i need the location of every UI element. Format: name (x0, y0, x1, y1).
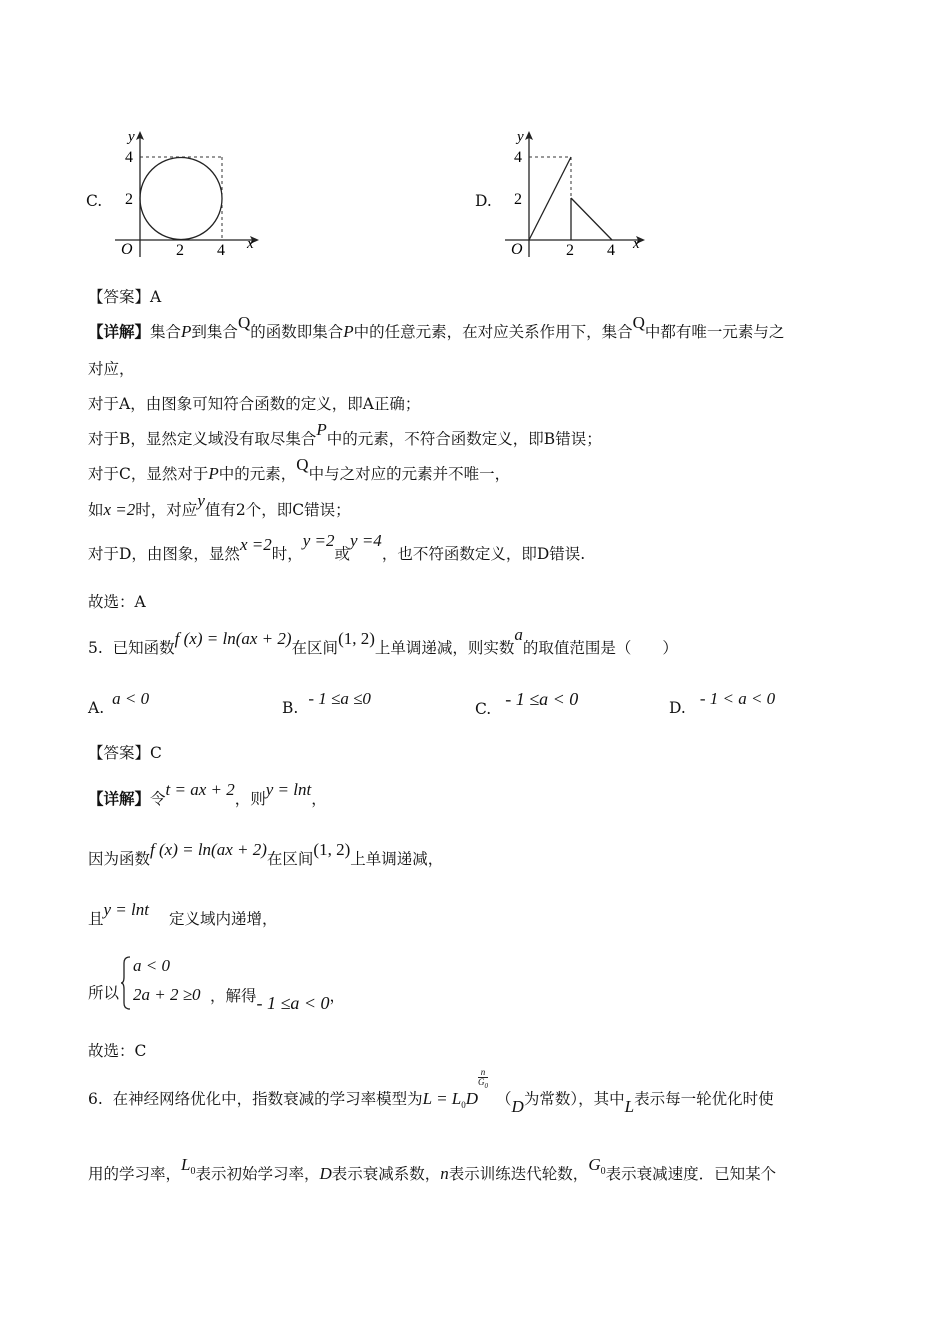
q5-option-b[interactable]: B. - 1 ≤a ≤0 (282, 689, 371, 717)
x-tick-4: 4 (217, 242, 225, 259)
detail-tag: 【详解】 (88, 789, 151, 808)
y-axis-label: y (517, 129, 524, 145)
q6-stem-line-1: 6. 在神经网络优化中，指数衰减的学习率模型为$L = L_0D$ n $G_0(D$为常数），其中L表示每一轮优化时使 (88, 1067, 774, 1116)
brace (120, 955, 132, 1011)
q5-option-d[interactable]: D. - 1 < a < 0 (669, 689, 776, 717)
q4-detail-line-5: 对于C，显然对于P中的元素，Q中与之对应的元素并不唯一， (88, 455, 511, 483)
y-tick-4: 4 (125, 149, 133, 166)
option-c-label: C. (86, 192, 103, 210)
x-tick-2: 2 (566, 242, 574, 259)
detail-tag: 【详解】 (88, 322, 151, 341)
q5-detail-line-4: 所以 (88, 984, 120, 1002)
system-eq-1: a < 0 (133, 956, 170, 975)
y-tick-2: 2 (514, 191, 522, 208)
x-tick-4: 4 (607, 242, 615, 259)
q5-detail-line-1: 【详解】令t = ax + 2，则y = lnt， (88, 780, 327, 808)
q6-stem-line-2: 用的学习率，$L_0$表示初始学习率，D表示衰减系数，n表示训练迭代轮数，$G_0$表示衰减速度．已知某个 (88, 1155, 777, 1183)
graph-d (495, 122, 655, 262)
q5-detail-line-4b: ，解得- 1 ≤a < 0， (210, 987, 346, 1013)
q5-option-c[interactable]: C. - 1 ≤a < 0 (475, 689, 579, 718)
q4-detail-line-6: 如x =2时，对应y值有2个，即C错误； (88, 491, 351, 519)
x-tick-2: 2 (176, 242, 184, 259)
q4-detail-line-2: 对应， (88, 360, 135, 378)
origin-label: O (511, 241, 523, 258)
q5-detail-line-2: 因为函数f (x) = ln(ax + 2)在区间(1, 2)上单调递减， (88, 840, 444, 868)
q4-pick: 故选：A (88, 593, 146, 611)
q5-option-a[interactable]: A. a < 0 (88, 689, 150, 717)
origin-label: O (121, 241, 133, 258)
q4-answer: 【答案】A (88, 288, 162, 306)
q4-detail-line-4: 对于B，显然定义域没有取尽集合P中的元素，不符合函数定义，即B错误； (88, 420, 602, 448)
option-d-label: D. (475, 192, 492, 210)
q4-detail-line-7: 对于D，由图象，显然x =2时，y =2或y =4，也不符函数定义，即D错误. (88, 531, 586, 563)
x-axis-label: x (247, 236, 254, 252)
y-tick-2: 2 (125, 191, 133, 208)
q5-answer: 【答案】C (88, 744, 162, 762)
graph-c (105, 122, 265, 262)
q5-pick: 故选：C (88, 1042, 147, 1060)
y-axis-label: y (128, 129, 135, 145)
q4-detail-line-1: 【详解】集合P到集合Q的函数即集合P中的任意元素，在对应关系作用下，集合Q中都有唯一元素与之 (88, 313, 785, 341)
y-tick-4: 4 (514, 149, 522, 166)
q5-stem: 5. 已知函数f (x) = ln(ax + 2)在区间(1, 2)上单调递减，则实数a的取值范围是（ ） (88, 625, 678, 657)
q4-detail-line-3: 对于A，由图象可知符合函数的定义，即A正确； (88, 395, 421, 413)
system-eq-2: 2a + 2 ≥0 (133, 985, 201, 1004)
q5-detail-line-3: 且y = lnt 定义域内递增， (88, 900, 278, 928)
x-axis-label: x (633, 236, 640, 252)
